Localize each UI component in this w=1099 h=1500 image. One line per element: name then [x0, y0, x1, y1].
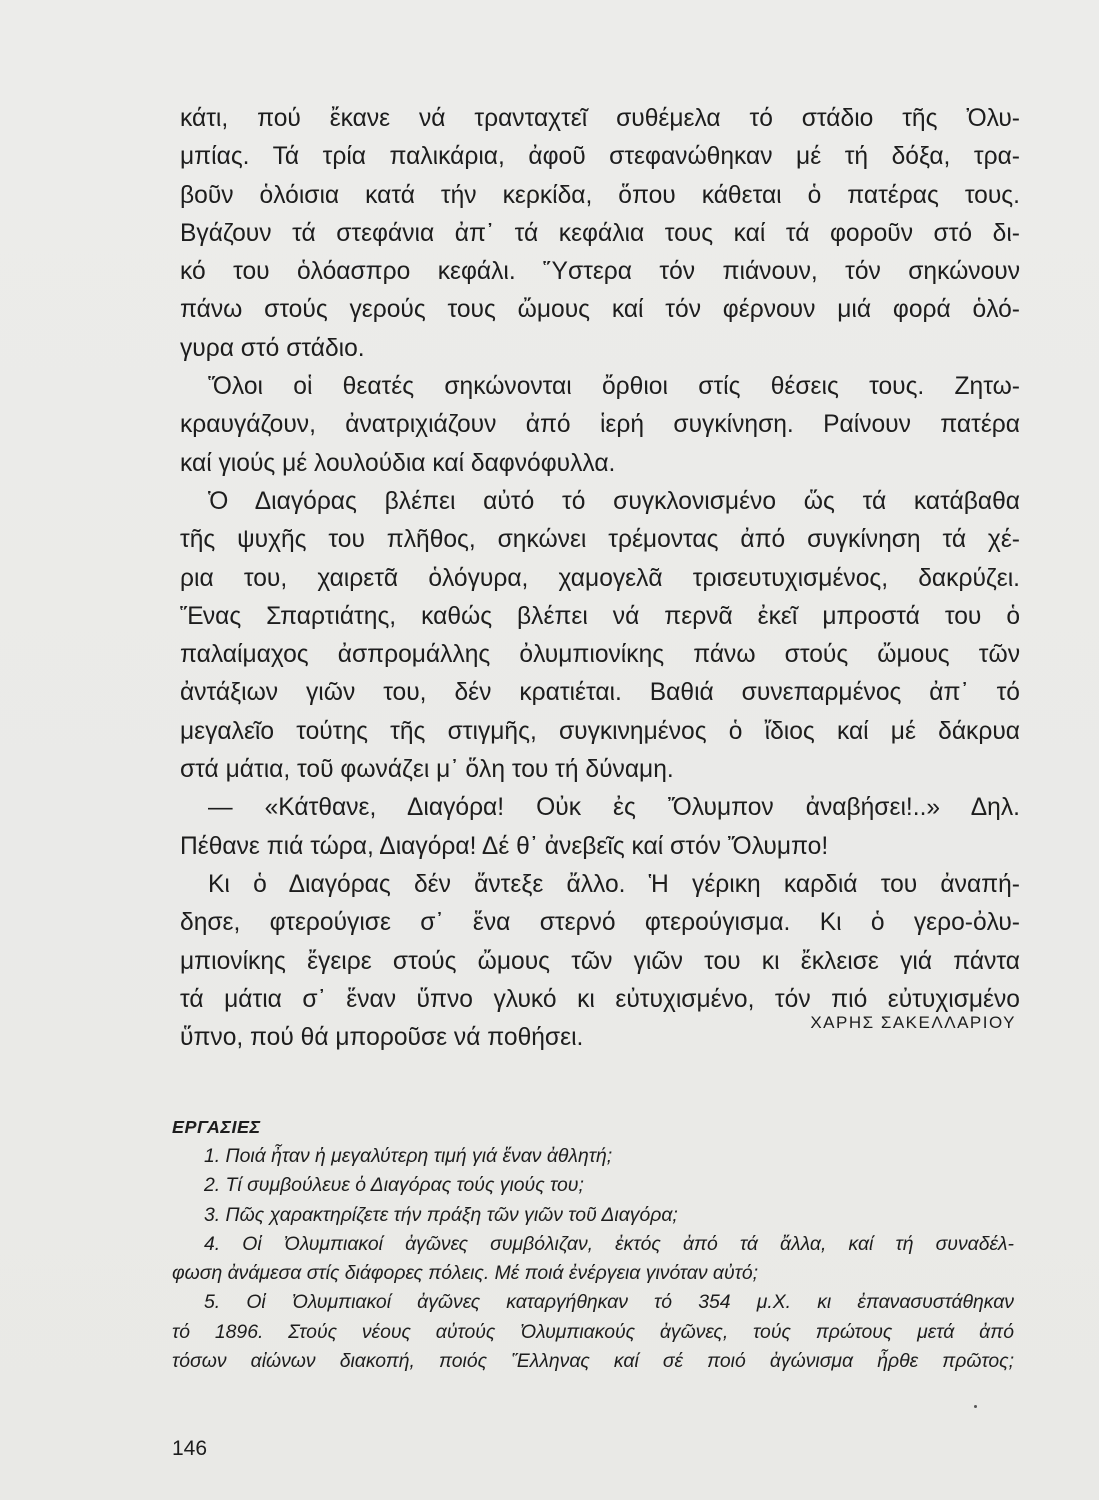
exercise-item: [172, 1288, 1014, 1376]
text-line: βοῦν ὁλόισια κατά τήν κερκίδα, ὅπου κάθεται ὁ πατέρας τους.: [180, 181, 1020, 209]
exercise-line: 2. Τί συμβούλευε ὁ Διαγόρας τούς γιούς του;: [204, 1174, 584, 1197]
text-line: Βγάζουν τά στεφάνια ἀπ᾽ τά κεφάλια τους καί τά φοροῦν στό δι-: [180, 219, 1020, 247]
text-line: μπίας. Τά τρία παλικάρια, ἀφοῦ στεφανώθηκαν μέ τή δόξα, τρα-: [180, 143, 1020, 171]
text-line: ἀντάξιων γιῶν του, δέν κρατιέται. Βαθιά συνεπαρμένος ἀπ᾽ τό: [180, 679, 1020, 707]
exercise-item: [172, 1171, 1014, 1200]
text-line: κραυγάζουν, ἀνατριχιάζουν ἀπό ἱερή συγκίνηση. Ραίνουν πατέρα: [180, 411, 1020, 439]
text-line: μεγαλεῖο τούτης τῆς στιγμῆς, συγκινημένος ὁ ἴδιος καί μέ δάκρυα: [180, 717, 1020, 745]
text-line: ὕπνο, πού θά μποροῦσε νά ποθήσει.: [180, 1024, 584, 1052]
text-line: μπιονίκης ἔγειρε στούς ὤμους τῶν γιῶν του κι ἔκλεισε γιά πάντα: [180, 947, 1020, 975]
exercise-item: [172, 1230, 1014, 1289]
story-paragraph: [180, 368, 1020, 483]
ink-speck: [974, 1405, 977, 1408]
text-line: παλαίμαχος ἀσπρομάλλης ὀλυμπιονίκης πάνω στούς ὤμους τῶν: [180, 641, 1020, 669]
text-line: Ὅλοι οἱ θεατές σηκώνονται ὄρθιοι στίς θέσεις τους. Ζητω-: [208, 373, 1020, 401]
text-line: Πέθανε πιά τώρα, Διαγόρα! Δέ θ᾽ ἀνεβεῖς καί στόν Ὄλυμπο!: [180, 832, 829, 860]
exercise-item: [172, 1201, 1014, 1230]
text-line: πάνω στούς γερούς τους ὤμους καί τόν φέρνουν μιά φορά ὁλό-: [180, 296, 1020, 324]
exercise-line: φωση ἀνάμεσα στίς διάφορες πόλεις. Μέ ποιά ἐνέργεια γινόταν αὐτό;: [172, 1262, 759, 1285]
text-line: τά μάτια σ᾽ ἕναν ὕπνο γλυκό κι εὐτυχισμένο, τόν πιό εὐτυχισμένο: [180, 985, 1020, 1013]
text-line: στά μάτια, τοῦ φωνάζει μ᾽ ὅλη του τή δύναμη.: [180, 756, 674, 784]
text-line: κό του ὁλόασπρο κεφάλι. Ὕστερα τόν πιάνουν, τόν σηκώνουν: [180, 258, 1020, 286]
exercise-line: τόσων αἰώνων διακοπή, ποιός Ἕλληνας καί σέ ποιό ἀγώνισμα ἦρθε πρῶτος;: [172, 1350, 1014, 1373]
exercises-title: ΕΡΓΑΣΙΕΣ: [172, 1117, 261, 1137]
text-line: ρια του, χαιρετᾶ ὁλόγυρα, χαμογελᾶ τρισευτυχισμένος, δακρύζει.: [180, 564, 1020, 592]
text-line: τῆς ψυχῆς του πλῆθος, σηκώνει τρέμοντας ἀπό συγκίνηση τά χέ-: [180, 526, 1020, 554]
text-line: Ἕνας Σπαρτιάτης, καθώς βλέπει νά περνᾶ ἐκεῖ μπροστά του ὁ: [180, 602, 1020, 630]
text-line: καί γιούς μέ λουλούδια καί δαφνόφυλλα.: [180, 449, 616, 477]
author-signature: ΧΑΡΗΣ ΣΑΚΕΛΛΑΡΙΟΥ: [810, 1013, 1016, 1032]
story-paragraph: [180, 789, 1020, 866]
exercise-line: 5. Οἱ Ὀλυμπιακοί ἀγῶνες καταργήθηκαν τό 354 μ.Χ. κι ἐπανασυστάθηκαν: [204, 1291, 1014, 1314]
story-paragraph: [180, 100, 1020, 368]
story-paragraph: [180, 483, 1020, 789]
exercise-item: [172, 1142, 1014, 1171]
text-line: δησε, φτερούγισε σ᾽ ἕνα στερνό φτερούγισμα. Κι ὁ γερο-ὀλυ-: [180, 909, 1020, 937]
story-text: [180, 100, 1020, 1057]
text-line: Κι ὁ Διαγόρας δέν ἄντεξε ἄλλο. Ἡ γέρικη καρδιά του ἀναπή-: [208, 870, 1020, 898]
exercise-line: τό 1896. Στούς νέους αὐτούς Ὀλυμπιακούς ἀγῶνες, τούς πρώτους μετά ἀπό: [172, 1320, 1014, 1343]
exercise-line: 3. Πῶς χαρακτηρίζετε τήν πράξη τῶν γιῶν τοῦ Διαγόρα;: [204, 1203, 678, 1226]
exercise-line: 1. Ποιά ἦταν ἡ μεγαλύτερη τιμή γιά ἕναν ἀθλητή;: [204, 1145, 613, 1167]
text-line: — «Κάτθανε, Διαγόρα! Οὐκ ἐς Ὄλυμπον ἀναβήσει!..» Δηλ.: [208, 794, 1020, 822]
exercises-section: [172, 1112, 1014, 1376]
text-line: Ὁ Διαγόρας βλέπει αὐτό τό συγκλονισμένο ὥς τά κατάβαθα: [208, 487, 1020, 515]
page-number: 146: [172, 1437, 208, 1460]
text-line: γυρα στό στάδιο.: [180, 334, 365, 362]
exercise-line: 4. Οἱ Ὀλυμπιακοί ἀγῶνες συμβόλιζαν, ἐκτός ἀπό τά ἄλλα, καί τή συναδέλ-: [204, 1232, 1014, 1255]
text-line: κάτι, πού ἔκανε νά τρανταχτεῖ συθέμελα τό στάδιο τῆς Ὀλυ-: [180, 105, 1020, 132]
